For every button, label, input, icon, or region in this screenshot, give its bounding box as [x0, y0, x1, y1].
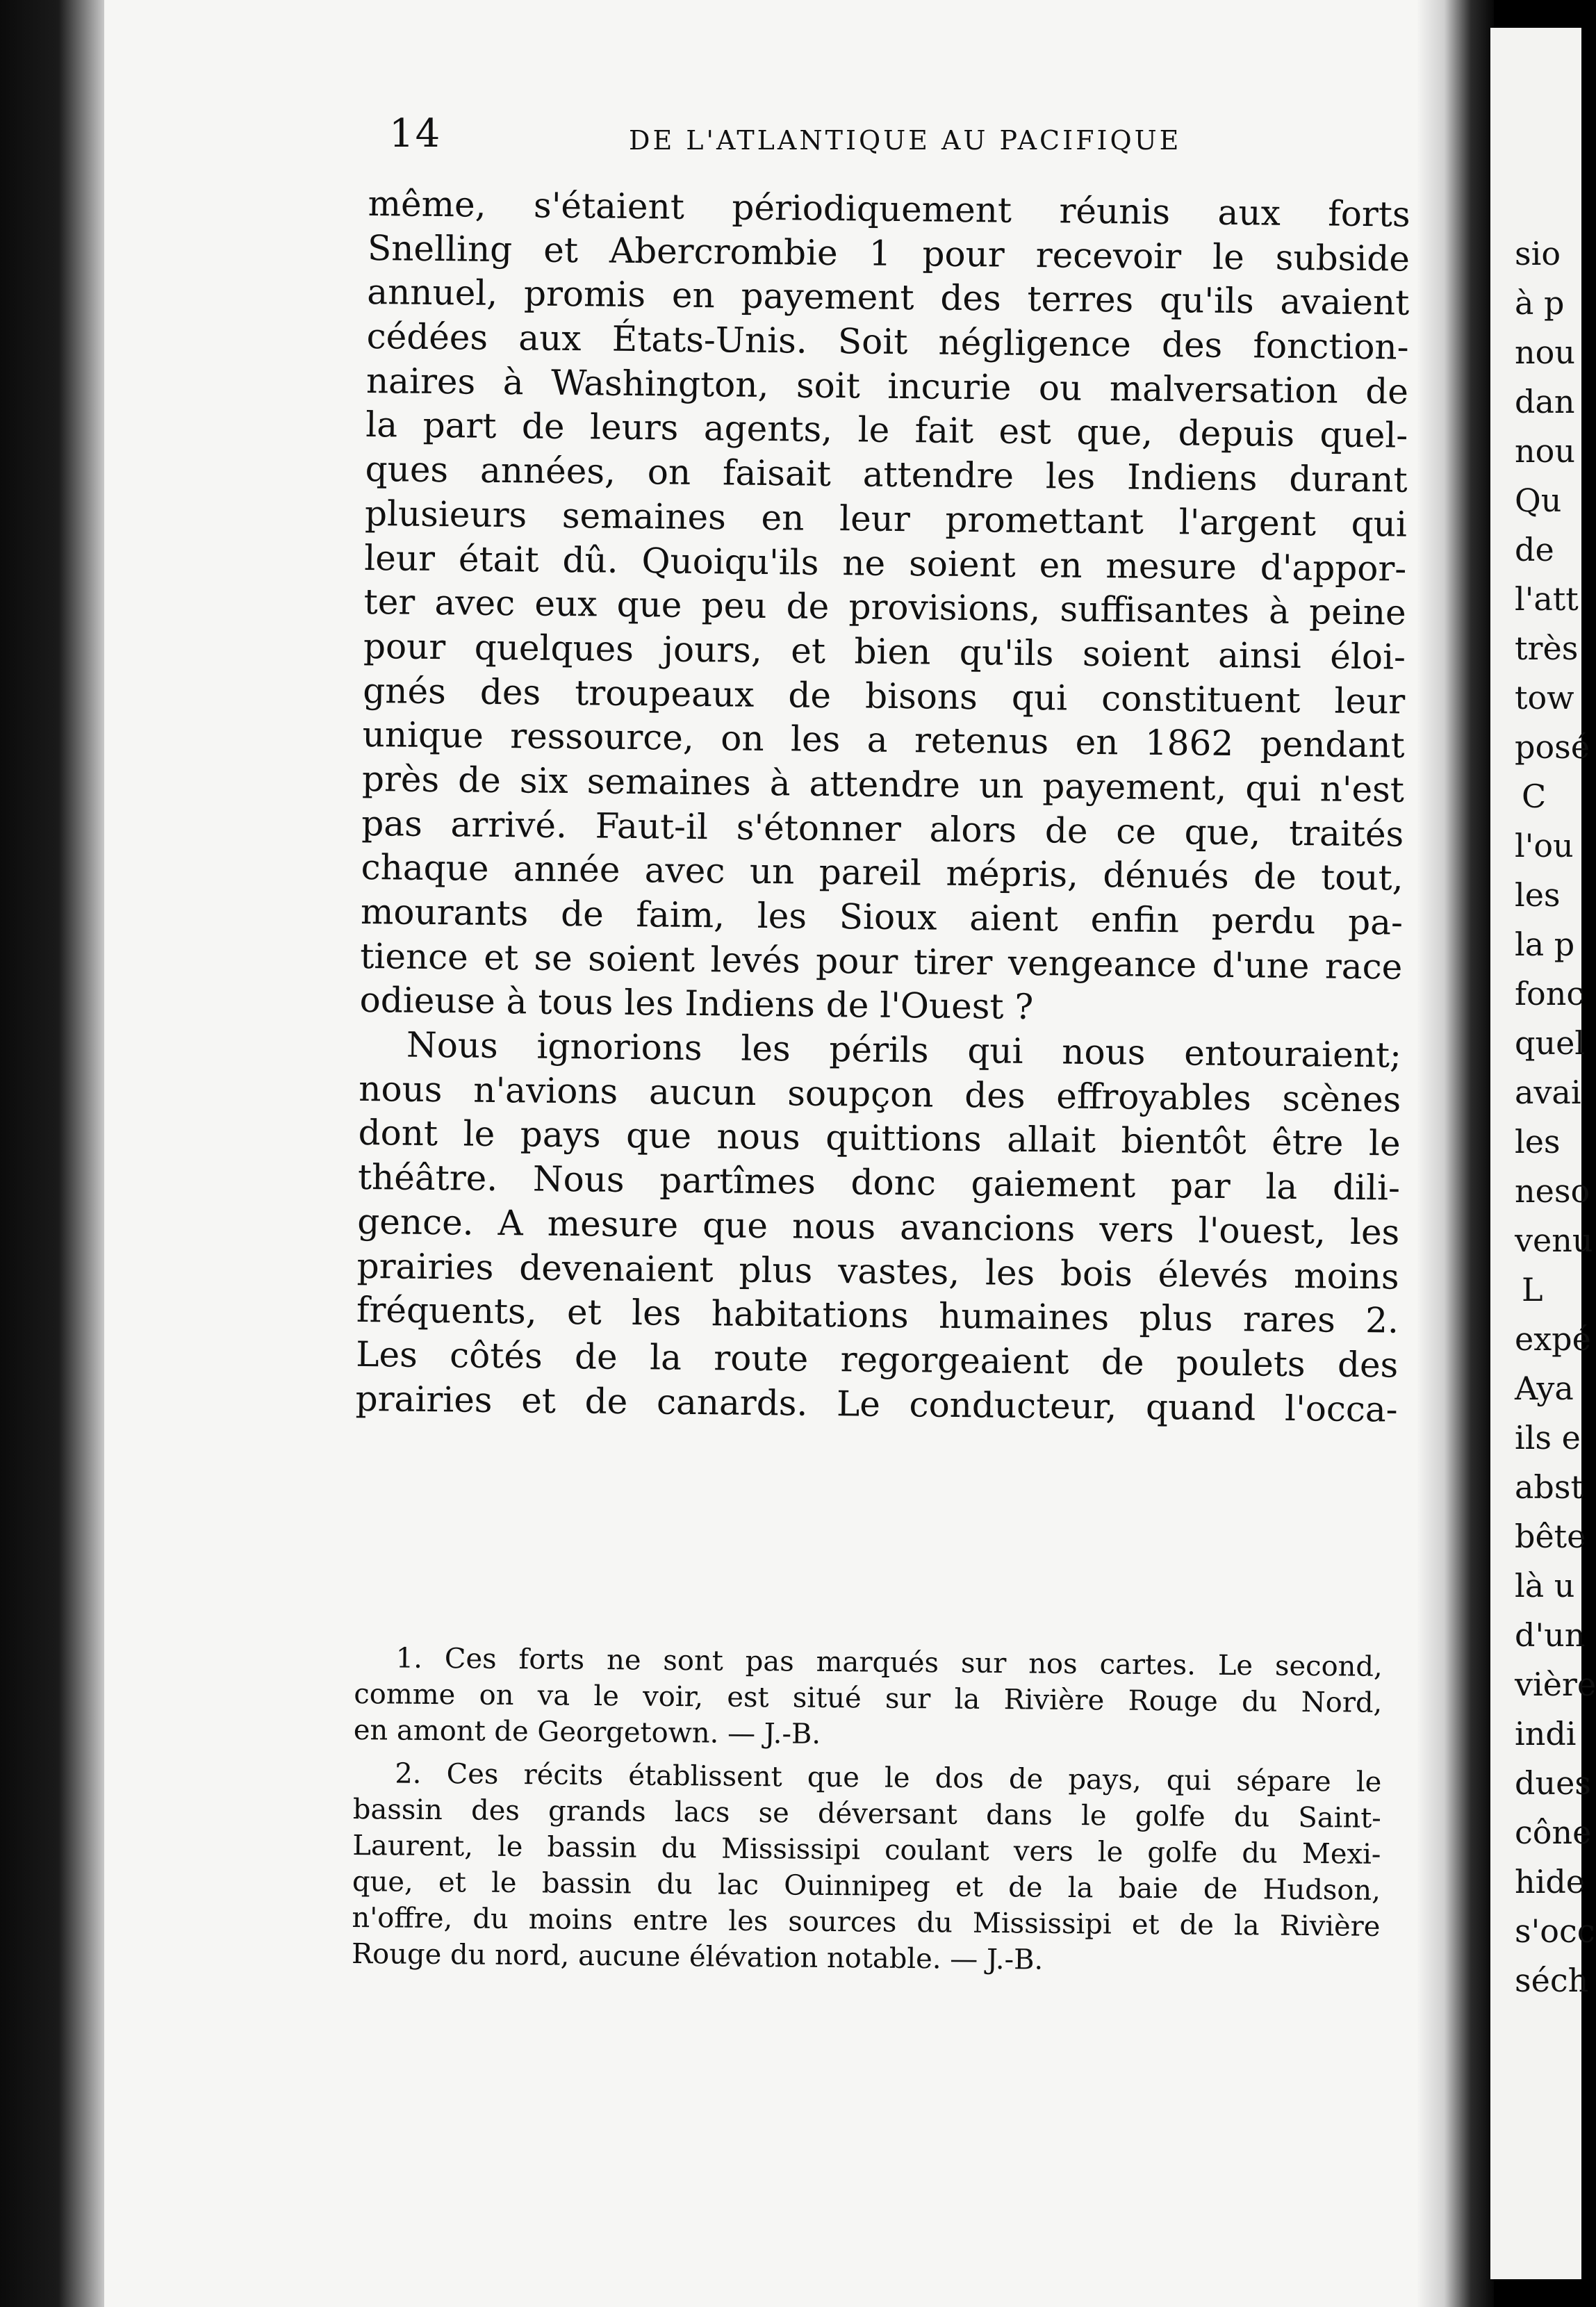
text-line: ter avec eux que peu de provisions, suffisantes à peine	[363, 582, 1406, 633]
text-line: tience et se soient levés pour tirer vengeance d'une race	[360, 935, 1403, 987]
facing-page-fragment: nou	[1515, 334, 1575, 371]
footnote-line: bassin des grands lacs se déversant dans le golfe du Saint-	[352, 1793, 1382, 1834]
footnotes	[352, 1640, 1383, 1988]
text-line: gence. A mesure que nous avancions vers l'ouest, les	[357, 1201, 1400, 1253]
footnote-line: 2. Ces récits établissent que le dos de pays, qui sépare le	[395, 1757, 1382, 1798]
text-line: Les côtés de la route regorgeaient de poulets des	[356, 1333, 1399, 1386]
footnote-line: Rouge du nord, aucune élévation notable. — J.-B.	[351, 1937, 1044, 1976]
facing-page-fragment: d'un	[1515, 1616, 1586, 1654]
text-line: cédées aux États-Unis. Soit négligence des fonction-	[366, 316, 1409, 368]
text-line: prairies devenaient plus vastes, les bois élevés moins	[356, 1245, 1399, 1297]
facing-page-fragment: hide	[1515, 1863, 1586, 1900]
text-line: nous n'avions aucun soupçon des effroyables scènes	[359, 1068, 1401, 1120]
text-line: leur était dû. Quoiqu'ils ne soient en mesure d'appor-	[364, 537, 1407, 589]
text-line: près de six semaines à attendre un payement, qui n'est	[361, 758, 1405, 810]
facing-page-fragment: l'att	[1515, 580, 1579, 618]
footnote-line: n'offre, du moins entre les sources du Mississipi et de la Rivière	[352, 1901, 1381, 1943]
facing-page-fragment: là u	[1515, 1567, 1575, 1604]
facing-page-fragment: séch	[1515, 1962, 1589, 1999]
facing-page-fragment: posé	[1515, 728, 1590, 766]
facing-page-fragment: dues	[1515, 1764, 1591, 1802]
facing-page-fragment: cône	[1515, 1814, 1592, 1851]
text-line: même, s'étaient périodiquement réunis aux forts	[368, 183, 1410, 235]
facing-page-fragment: Qu	[1515, 482, 1562, 519]
text-line: chaque année avec un pareil mépris, dénués de tout,	[361, 847, 1404, 898]
text-line: Snelling et Abercrombie 1 pour recevoir le subside	[367, 227, 1410, 279]
facing-page-fragment: les	[1515, 876, 1561, 914]
facing-page-fragment: sio	[1515, 235, 1561, 272]
body-text	[355, 182, 1410, 1432]
running-head: DE L'ATLANTIQUE AU PACIFIQUE	[629, 125, 1182, 156]
text-line: pour quelques jours, et bien qu'ils soient ainsi éloi-	[363, 625, 1406, 678]
facing-page-fragment: vière	[1515, 1666, 1596, 1703]
facing-page-fragment: Aya	[1515, 1370, 1574, 1407]
facing-page-fragment: indi	[1515, 1715, 1577, 1752]
text-line: théâtre. Nous partîmes donc gaiement par la dili-	[357, 1157, 1401, 1208]
facing-page-fragment: s'occ	[1515, 1912, 1595, 1950]
facing-page-fragment: nou	[1515, 432, 1575, 470]
footnote-line: 1. Ces forts ne sont pas marqués sur nos cartes. Le second,	[395, 1642, 1383, 1683]
text-line: odieuse à tous les Indiens de l'Ouest ?	[359, 980, 1034, 1028]
facing-page-fragment: de	[1515, 531, 1554, 568]
text-line: fréquents, et les habitations humaines plus rares 2.	[356, 1290, 1399, 1341]
text-line: unique ressource, on les a retenus en 1862 pendant	[362, 714, 1405, 766]
facing-page-fragment: abst	[1515, 1468, 1583, 1506]
facing-page-fragment: bête	[1515, 1518, 1586, 1555]
text-line: prairies et de canards. Le conducteur, quand l'occa-	[355, 1378, 1398, 1430]
facing-page-fragment: C	[1522, 778, 1547, 815]
facing-page-fragment: quel	[1515, 1024, 1586, 1062]
text-line: dont le pays que nous quittions allait bientôt être le	[358, 1113, 1401, 1165]
facing-page-fragment: ils e	[1515, 1419, 1581, 1456]
text-line: pas arrivé. Faut-il s'étonner alors de ce que, traités	[361, 803, 1404, 855]
facing-page-fragment: fonc	[1515, 975, 1585, 1012]
facing-page-fragment: L	[1522, 1271, 1543, 1308]
page-header	[389, 111, 1404, 167]
footnote-line: que, et le bassin du lac Ouinnipeg et de la baie de Hudson,	[352, 1865, 1381, 1907]
facing-page-fragment: très	[1515, 630, 1579, 667]
facing-page-fragment: la p	[1515, 926, 1575, 963]
facing-page-fragment: avai	[1515, 1074, 1581, 1111]
text-line: mourants de faim, les Sioux aient enfin perdu pa-	[360, 891, 1404, 943]
page-number: 14	[389, 111, 442, 156]
book-gutter	[1417, 0, 1494, 2307]
footnote-1	[354, 1640, 1383, 1757]
text-line: gnés des troupeaux de bisons qui constituent leur	[363, 670, 1406, 722]
footnote-2	[352, 1755, 1382, 1981]
footnote-line: comme on va le voir, est situé sur la Rivière Rouge du Nord,	[354, 1677, 1383, 1719]
facing-page-fragment: à p	[1515, 284, 1565, 322]
text-line: la part de leurs agents, le fait est que, depuis quel-	[365, 404, 1408, 457]
text-line: ques années, on faisait attendre les Indiens durant	[365, 449, 1408, 500]
facing-page-fragment: expé	[1515, 1320, 1591, 1358]
footnote-line: Laurent, le bassin du Mississipi coulant vers le golfe du Mexi-	[352, 1829, 1381, 1871]
text-line: plusieurs semaines en leur promettant l'argent qui	[364, 493, 1408, 545]
facing-page-fragment: neso	[1515, 1172, 1590, 1210]
facing-page-fragment: venu	[1515, 1222, 1593, 1259]
facing-page-fragment: l'ou	[1515, 827, 1574, 864]
facing-page-text	[1515, 229, 1596, 2005]
facing-page-fragment: les	[1515, 1123, 1561, 1160]
text-line: Nous ignorions les périls qui nous entouraient;	[406, 1024, 1402, 1076]
facing-page-fragment: tow	[1515, 679, 1574, 716]
text-line: annuel, promis en payement des terres qu'ils avaient	[367, 272, 1410, 324]
facing-page-fragment: dan	[1515, 383, 1575, 420]
text-line: naires à Washington, soit incurie ou malversation de	[365, 360, 1409, 412]
footnote-line: en amont de Georgetown. — J.-B.	[353, 1714, 821, 1750]
